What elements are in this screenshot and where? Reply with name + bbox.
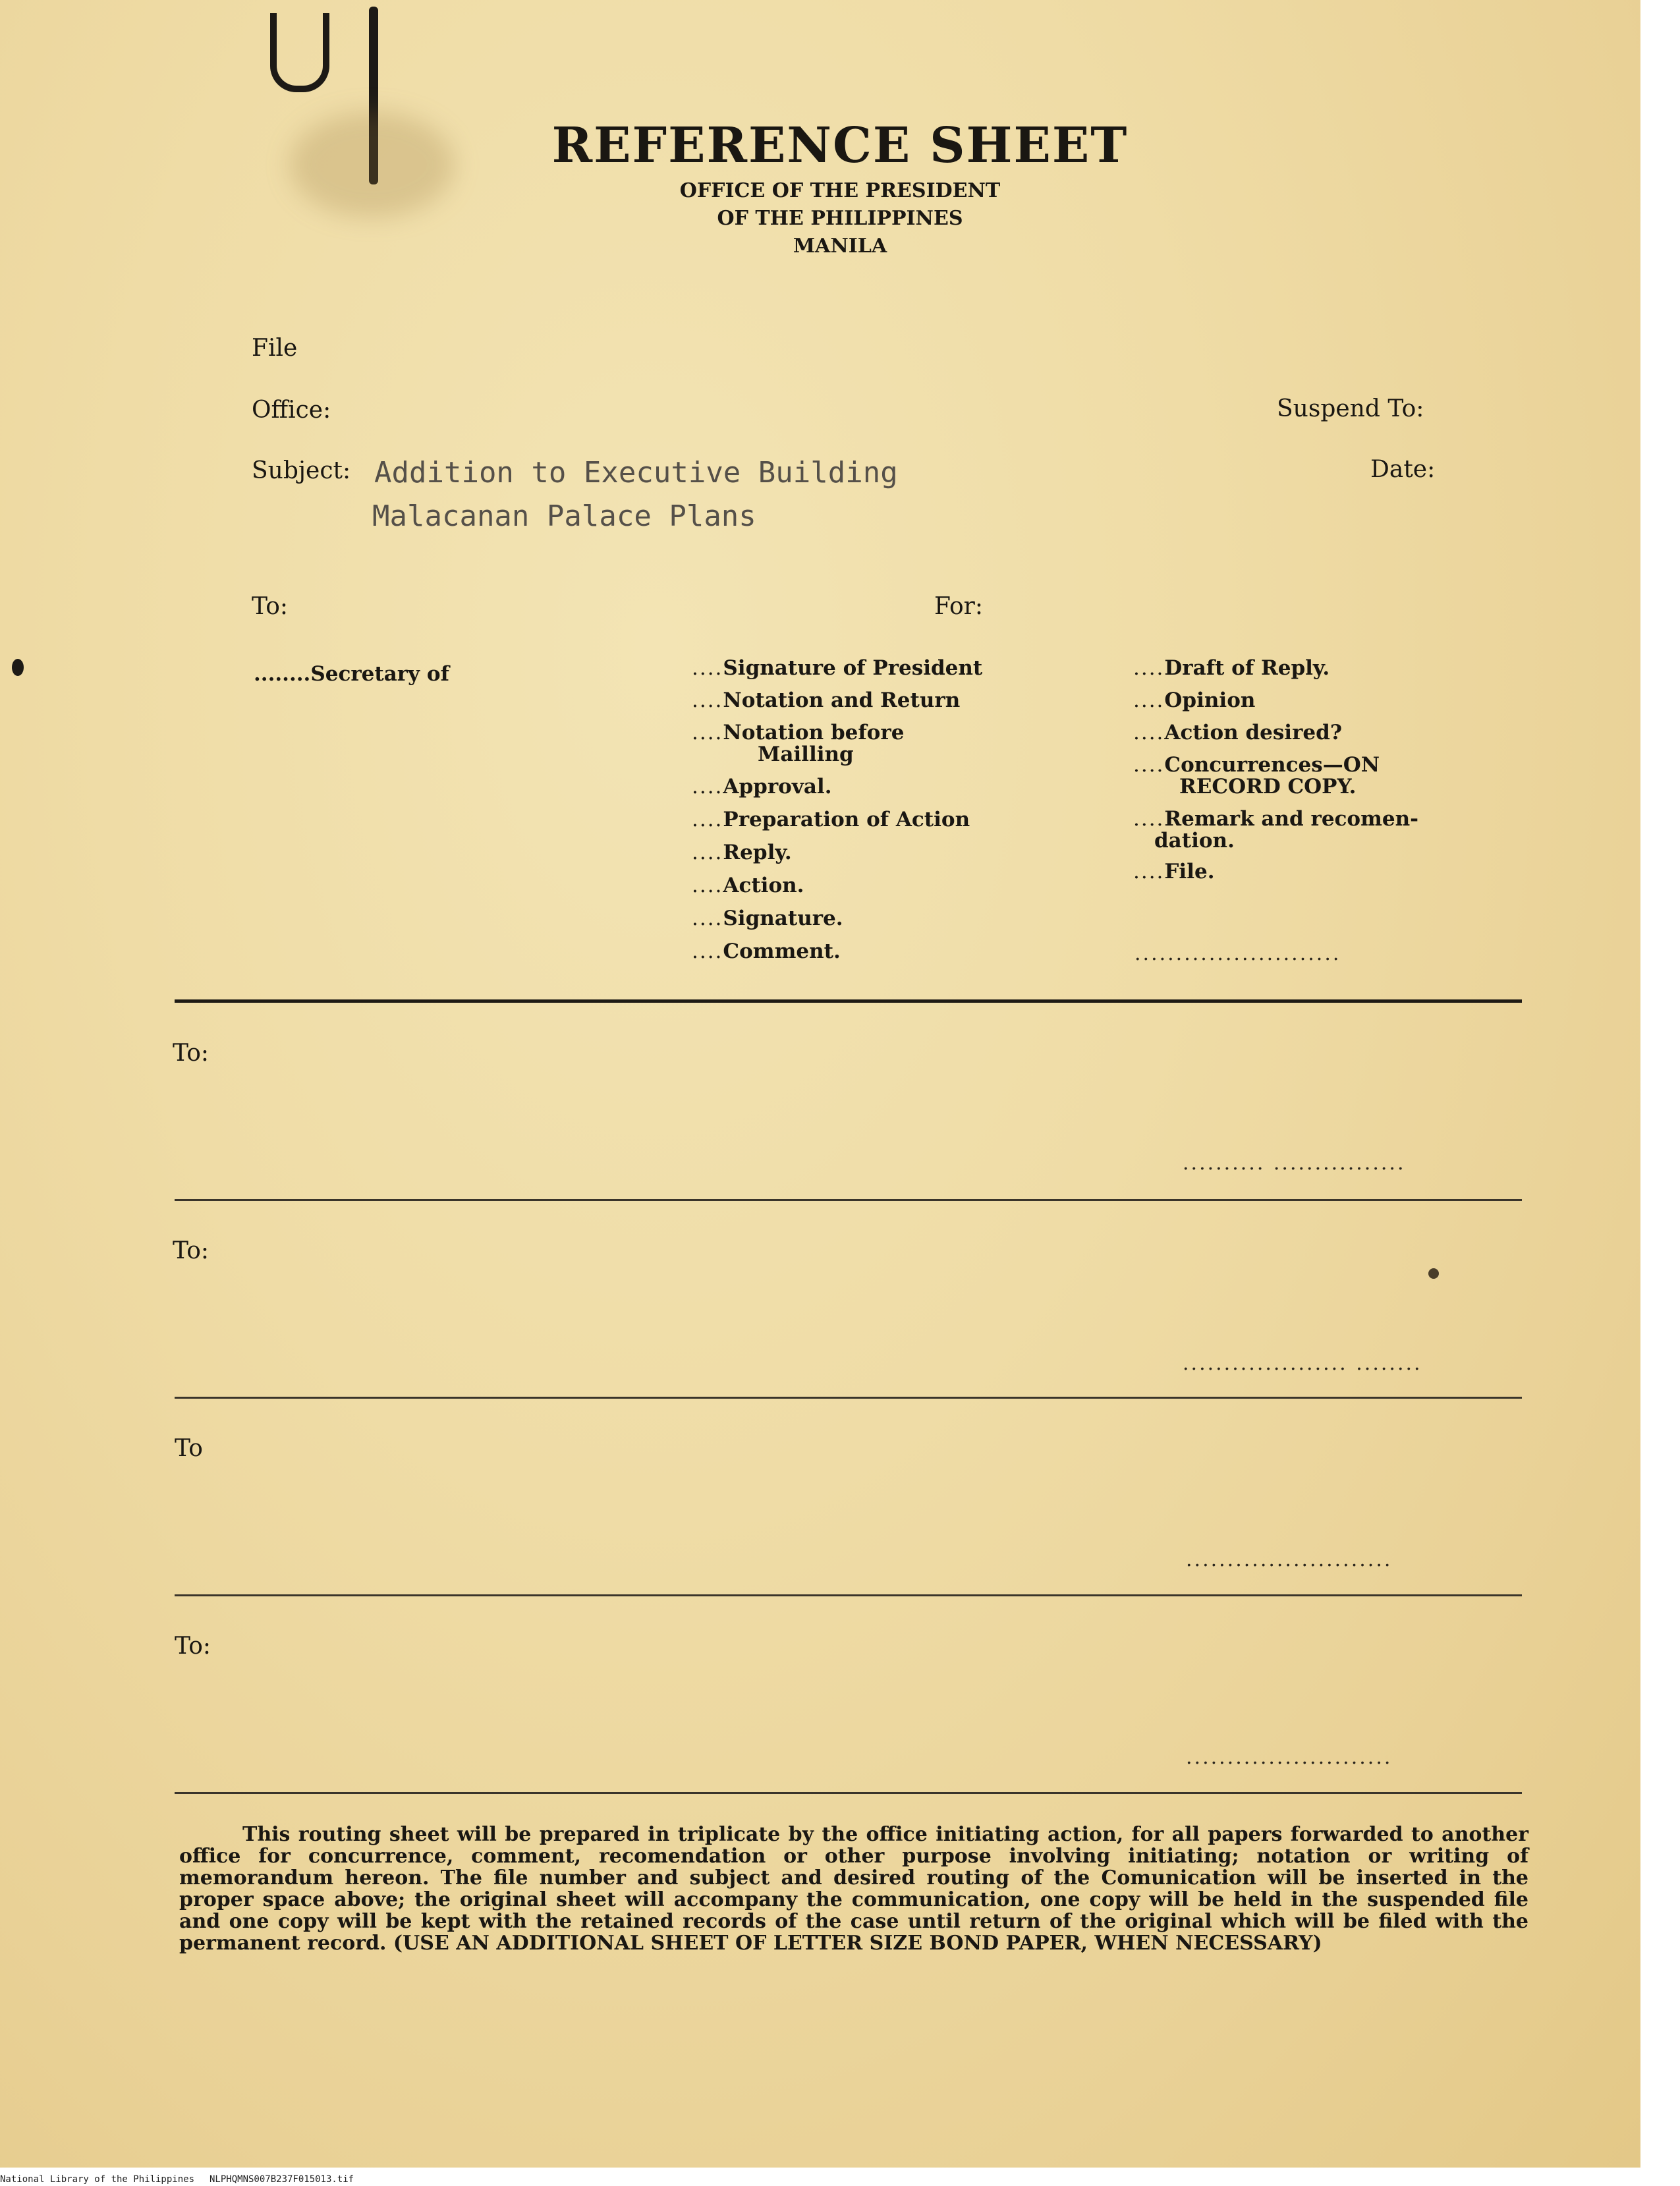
section-1-signature-line: .......... ................ xyxy=(1183,1152,1406,1175)
subject-label: Subject: xyxy=(252,457,351,484)
suspend-to-label: Suspend To: xyxy=(1277,395,1424,422)
section-divider xyxy=(175,1397,1522,1399)
option-concurrences: ....Concurrences—ON RECORD COPY. xyxy=(1133,753,1380,799)
section-2-signature-line: .................... ........ xyxy=(1183,1352,1422,1375)
file-label: File xyxy=(252,335,298,362)
secretary-of-option: ........Secretary of xyxy=(254,662,449,686)
option-file: ....File. xyxy=(1133,860,1215,883)
option-action-desired: ....Action desired? xyxy=(1133,721,1342,744)
footer-filename: NLPHQMNS007B237F015013.tif xyxy=(210,2174,354,2185)
section-divider xyxy=(175,1199,1522,1201)
header-city-line: MANILA xyxy=(793,235,887,258)
for-label: For: xyxy=(934,593,984,620)
section-1-to-label: To: xyxy=(173,1040,210,1067)
option-signature: ....Signature. xyxy=(692,907,843,930)
option-signature-of-president: ....Signature of President xyxy=(692,656,983,680)
header-country-line: OF THE PHILIPPINES xyxy=(717,207,963,230)
option-reply: ....Reply. xyxy=(692,841,792,864)
option-draft-of-reply: ....Draft of Reply. xyxy=(1133,656,1330,680)
option-remark-and-recomendation: ....Remark and recomen- dation. xyxy=(1133,807,1419,853)
option-approval: ....Approval. xyxy=(692,775,832,799)
subject-value-line1: Addition to Executive Building xyxy=(374,456,898,490)
section-3-signature-line: ......................... xyxy=(1186,1548,1393,1571)
binding-hook-mark xyxy=(270,13,329,92)
option-notation-before-mailling: ....Notation before Mailling xyxy=(692,721,905,766)
option-notation-and-return: ....Notation and Return xyxy=(692,688,961,712)
option-action: ....Action. xyxy=(692,874,804,897)
subject-value-line2: Malacanan Palace Plans xyxy=(372,499,756,533)
option-opinion: ....Opinion xyxy=(1133,688,1256,712)
routing-instructions: This routing sheet will be prepared in triplicate by the office initiating action, for all papers forwarded to another office for concurrence, comment, recomendation or other purpose involving initiating; notation or writing of memorandum hereon. The file number and subject and desired routing of the Comunication will be inserted in the proper space above; the original sheet will accompany the communication, one copy will be held in the suspended file and one copy will be kept with the retained records of the case until return of the original which will be filed with the permanent record. (USE AN ADDITIONAL SHEET OF LETTER SIZE BOND PAPER, WHEN NECESSARY) xyxy=(179,1823,1528,1955)
section-3-to-label: To xyxy=(175,1435,203,1462)
office-label: Office: xyxy=(252,397,331,424)
page-title: REFERENCE SHEET xyxy=(551,117,1129,174)
for-options-column-2 xyxy=(1133,658,1418,894)
date-label: Date: xyxy=(1370,456,1436,483)
section-divider xyxy=(175,999,1522,1003)
section-4-to-label: To: xyxy=(175,1633,211,1660)
option-comment: ....Comment. xyxy=(692,939,841,963)
header-office-line: OFFICE OF THE PRESIDENT xyxy=(679,179,1001,202)
section-divider xyxy=(175,1792,1522,1794)
to-label: To: xyxy=(252,593,289,620)
ink-spot xyxy=(1428,1268,1439,1279)
option-preparation-of-action: ....Preparation of Action xyxy=(692,808,970,831)
section-2-to-label: To: xyxy=(173,1237,210,1264)
section-divider xyxy=(175,1594,1522,1596)
footer-source: National Library of the Philippines xyxy=(0,2174,195,2185)
section-4-signature-line: ......................... xyxy=(1186,1746,1393,1769)
blank-option-line: ......................... xyxy=(1134,942,1341,965)
for-options-column-1 xyxy=(692,658,982,974)
ink-spot xyxy=(12,659,24,676)
